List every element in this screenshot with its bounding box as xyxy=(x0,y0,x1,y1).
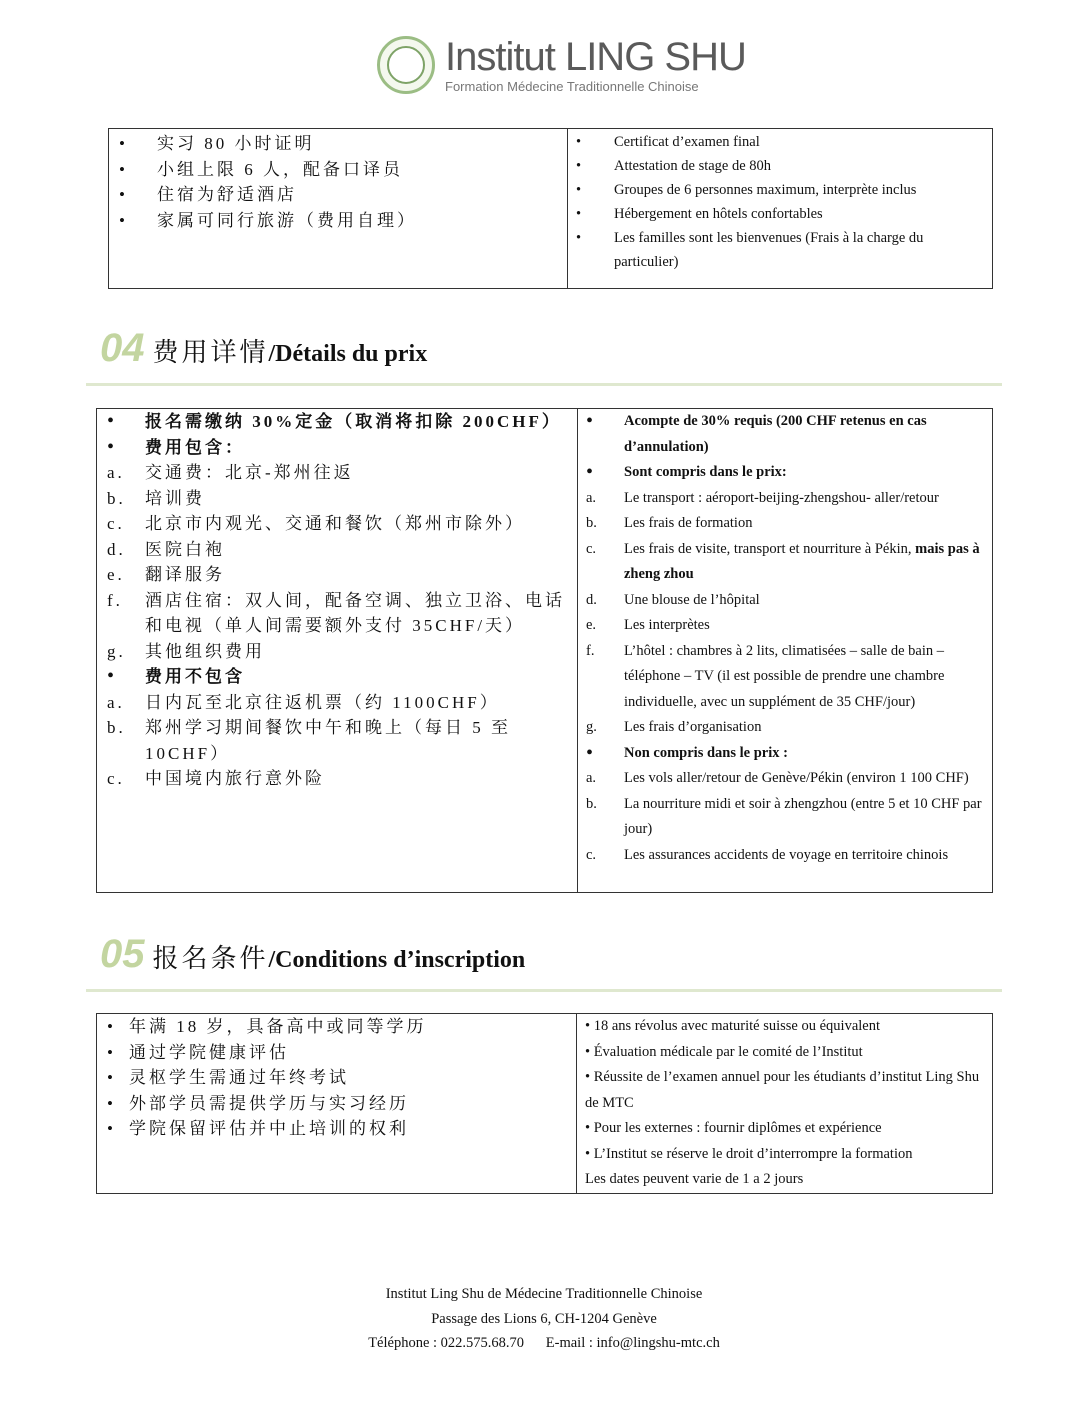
list-item xyxy=(586,639,982,716)
list-text: Les frais de formation xyxy=(624,515,753,531)
list-marker: • xyxy=(576,134,582,150)
list-text: Attestation de stage de 80h xyxy=(614,158,772,174)
list-text: 中国境内旅行意外险 xyxy=(145,769,325,788)
list-text: L’hôtel : chambres à 2 lits, climatisées – salle de bain – téléphone – TV (il est possible de prendre une chambre individuelle, avec un supplément de 35 CHF/jour) xyxy=(624,642,945,710)
list-item xyxy=(107,537,567,563)
list-marker: a. xyxy=(107,463,125,482)
list-item xyxy=(107,435,567,461)
list-text: 培训费 xyxy=(145,488,205,508)
list-text: 其他组织费用 xyxy=(145,641,265,661)
list-text: 医院白袍 xyxy=(145,539,225,559)
list-text: 学院保留评估并中止培训的权利 xyxy=(129,1119,409,1138)
list-item xyxy=(586,741,982,767)
list-text: 酒店住宿：双人间，配备空调、独立卫浴、电话和电视（单人间需要额外支付 35CHF/天） xyxy=(145,590,565,635)
list-item xyxy=(107,486,567,512)
list-item xyxy=(576,178,982,202)
list-text: Les frais d’organisation xyxy=(624,719,762,735)
list-item xyxy=(576,154,982,178)
logo-title: Institut LING SHU xyxy=(445,34,746,79)
list-text: 小组上限 6 人，配备口译员 xyxy=(157,159,403,179)
list-text: Groupes de 6 personnes maximum, interprète inclus xyxy=(614,182,917,198)
list-text: Hébergement en hôtels confortables xyxy=(614,206,823,222)
price-table xyxy=(96,408,993,893)
list-item xyxy=(586,537,982,588)
list-text: 北京市内观光、交通和餐饮（郑州市除外） xyxy=(145,514,525,533)
list-marker: • xyxy=(576,230,582,246)
list-text: Sont compris dans le prix: xyxy=(624,464,787,480)
list-marker: • xyxy=(586,461,594,483)
list-marker: a. xyxy=(586,770,597,786)
section-title-fr: /Détails du prix xyxy=(268,341,428,367)
list-item xyxy=(107,1040,566,1066)
list-item xyxy=(586,715,982,741)
list-marker: • xyxy=(586,410,594,432)
logo-subtitle: Formation Médecine Traditionnelle Chinoise xyxy=(445,78,699,94)
benefits-table xyxy=(108,128,993,289)
list-text: 外部学员需提供学历与实习经历 xyxy=(129,1093,409,1113)
footer-contact: Téléphone : 022.575.68.70 E-mail : info@lingshu-mtc.ch xyxy=(368,1335,720,1351)
list-item xyxy=(107,1091,566,1117)
divider xyxy=(86,989,1002,992)
list-item: • Évaluation médicale par le comité de l’Institut xyxy=(585,1043,863,1060)
list-text: Certificat d’examen final xyxy=(614,134,760,150)
list-marker: • xyxy=(107,1093,116,1113)
list-item xyxy=(586,409,982,460)
benefits-zh xyxy=(109,129,568,289)
list-text: 住宿为舒适酒店 xyxy=(157,185,297,204)
list-marker: b. xyxy=(107,488,126,508)
list-item xyxy=(119,157,567,183)
section-05-heading xyxy=(100,932,525,977)
list-text: Les frais de visite, transport et nourriture à Pékin, xyxy=(624,540,916,557)
list-item xyxy=(586,588,982,614)
list-item xyxy=(107,715,567,766)
list-item xyxy=(107,409,567,435)
list-text: 费用包含： xyxy=(145,437,245,457)
list-item xyxy=(576,226,982,274)
section-title-zh: 费用详情 xyxy=(152,338,269,367)
list-item xyxy=(107,1116,566,1142)
benefits-fr xyxy=(568,129,993,289)
list-item xyxy=(586,792,982,843)
list-marker: • xyxy=(586,741,594,764)
list-marker: • xyxy=(107,665,118,687)
list-marker: b. xyxy=(586,795,597,812)
list-marker: g. xyxy=(586,719,597,735)
section-number: 04 xyxy=(100,326,145,370)
footer-address: Passage des Lions 6, CH-1204 Genève xyxy=(431,1310,657,1327)
list-item xyxy=(107,664,567,690)
list-text: Le transport : aéroport-beijing-zhengshou- aller/retour xyxy=(624,489,939,506)
list-item xyxy=(107,766,567,792)
list-text: 年满 18 岁，具备高中或同等学历 xyxy=(129,1017,427,1036)
list-item xyxy=(586,486,982,512)
list-item xyxy=(107,1065,566,1091)
list-item xyxy=(576,130,982,154)
list-marker: e. xyxy=(107,565,125,584)
list-text: 报名需缴纳 30%定金（取消将扣除 200CHF） xyxy=(145,412,562,431)
list-text: La nourriture midi et soir à zhengzhou (entre 5 et 10 CHF par jour) xyxy=(624,795,982,837)
list-item: • 18 ans révolus avec maturité suisse ou équivalent xyxy=(585,1018,880,1034)
list-item xyxy=(107,588,567,639)
list-marker: d. xyxy=(107,539,126,559)
list-marker: b. xyxy=(586,515,597,531)
list-marker: c. xyxy=(586,540,597,557)
price-fr xyxy=(578,409,993,893)
list-item: • Pour les externes : fournir diplômes et expérience xyxy=(585,1120,882,1136)
list-text: Les interprètes xyxy=(624,617,710,633)
list-marker: • xyxy=(119,185,128,204)
list-item xyxy=(107,511,567,537)
list-text-bold: mais pas à zheng zhou xyxy=(624,540,980,582)
list-marker: • xyxy=(119,159,128,179)
list-item: • L’Institut se réserve le droit d’interrompre la formation xyxy=(585,1145,913,1162)
list-marker: c. xyxy=(107,769,125,788)
list-item xyxy=(119,208,567,234)
list-marker: a. xyxy=(107,692,125,712)
list-marker: c. xyxy=(107,514,125,533)
list-item xyxy=(576,202,982,226)
list-marker: • xyxy=(576,206,582,222)
list-marker: f. xyxy=(107,590,123,610)
list-text: 翻译服务 xyxy=(145,565,225,584)
footer xyxy=(0,1282,1088,1356)
list-text: Acompte de 30% requis (200 CHF retenus en cas d’annulation) xyxy=(624,413,927,455)
list-marker: • xyxy=(576,182,582,198)
section-title-zh: 报名条件 xyxy=(152,944,269,973)
list-marker: • xyxy=(107,1017,116,1036)
list-item xyxy=(586,511,982,537)
list-marker: • xyxy=(107,435,118,458)
list-marker: • xyxy=(107,1068,116,1087)
list-text: 日内瓦至北京往返机票（约 1100CHF） xyxy=(145,692,500,712)
list-text: 家属可同行旅游（费用自理） xyxy=(157,210,417,230)
list-item xyxy=(119,182,567,208)
divider xyxy=(86,383,1002,386)
list-item xyxy=(586,766,982,792)
list-text: Une blouse de l’hôpital xyxy=(624,591,760,608)
price-zh xyxy=(97,409,578,893)
list-text: 通过学院健康评估 xyxy=(129,1042,289,1062)
section-04-heading xyxy=(100,326,427,371)
list-marker: • xyxy=(119,134,128,153)
list-marker: g. xyxy=(107,641,126,661)
list-item xyxy=(107,562,567,588)
list-marker: • xyxy=(107,1042,116,1062)
list-marker: a. xyxy=(586,489,597,506)
list-marker: • xyxy=(107,410,118,432)
list-item xyxy=(107,1014,566,1040)
list-item xyxy=(119,131,567,157)
footer-name: Institut Ling Shu de Médecine Traditionnelle Chinoise xyxy=(385,1286,703,1302)
institute-logo xyxy=(377,36,746,94)
list-marker: • xyxy=(119,210,128,230)
list-text: Les familles sont les bienvenues (Frais à la charge du particulier) xyxy=(614,230,924,270)
list-text: 郑州学习期间餐饮中午和晚上（每日 5 至 10CHF） xyxy=(145,718,511,763)
list-marker: • xyxy=(107,1119,116,1138)
conditions-zh xyxy=(97,1014,577,1194)
list-text: Non compris dans le prix : xyxy=(624,744,788,761)
list-item xyxy=(586,460,982,486)
list-marker: • xyxy=(576,158,582,174)
list-item xyxy=(586,613,982,639)
conditions-table xyxy=(96,1013,993,1194)
list-item xyxy=(107,639,567,665)
list-item xyxy=(586,843,982,869)
list-item xyxy=(107,460,567,486)
list-marker: f. xyxy=(586,642,595,659)
list-text: Les assurances accidents de voyage en territoire chinois xyxy=(624,846,949,863)
list-text: 交通费：北京-郑州往返 xyxy=(145,463,354,482)
list-marker: e. xyxy=(586,617,597,633)
list-item: Les dates peuvent varie de 1 a 2 jours xyxy=(585,1171,804,1187)
list-text: 灵枢学生需通过年终考试 xyxy=(129,1068,349,1087)
list-marker: c. xyxy=(586,846,597,863)
list-text: Les vols aller/retour de Genève/Pékin (environ 1 100 CHF) xyxy=(624,770,969,786)
list-item: • Réussite de l’examen annuel pour les étudiants d’institut Ling Shu de MTC xyxy=(585,1069,980,1111)
list-item xyxy=(107,690,567,716)
list-text: 费用不包含 xyxy=(145,667,245,686)
list-marker: d. xyxy=(586,591,597,608)
seal-icon xyxy=(377,36,435,94)
conditions-fr xyxy=(577,1014,993,1194)
list-marker: b. xyxy=(107,718,126,737)
section-title-fr: /Conditions d’inscription xyxy=(268,947,526,973)
list-text: 实习 80 小时证明 xyxy=(157,134,315,153)
section-number: 05 xyxy=(100,932,145,976)
